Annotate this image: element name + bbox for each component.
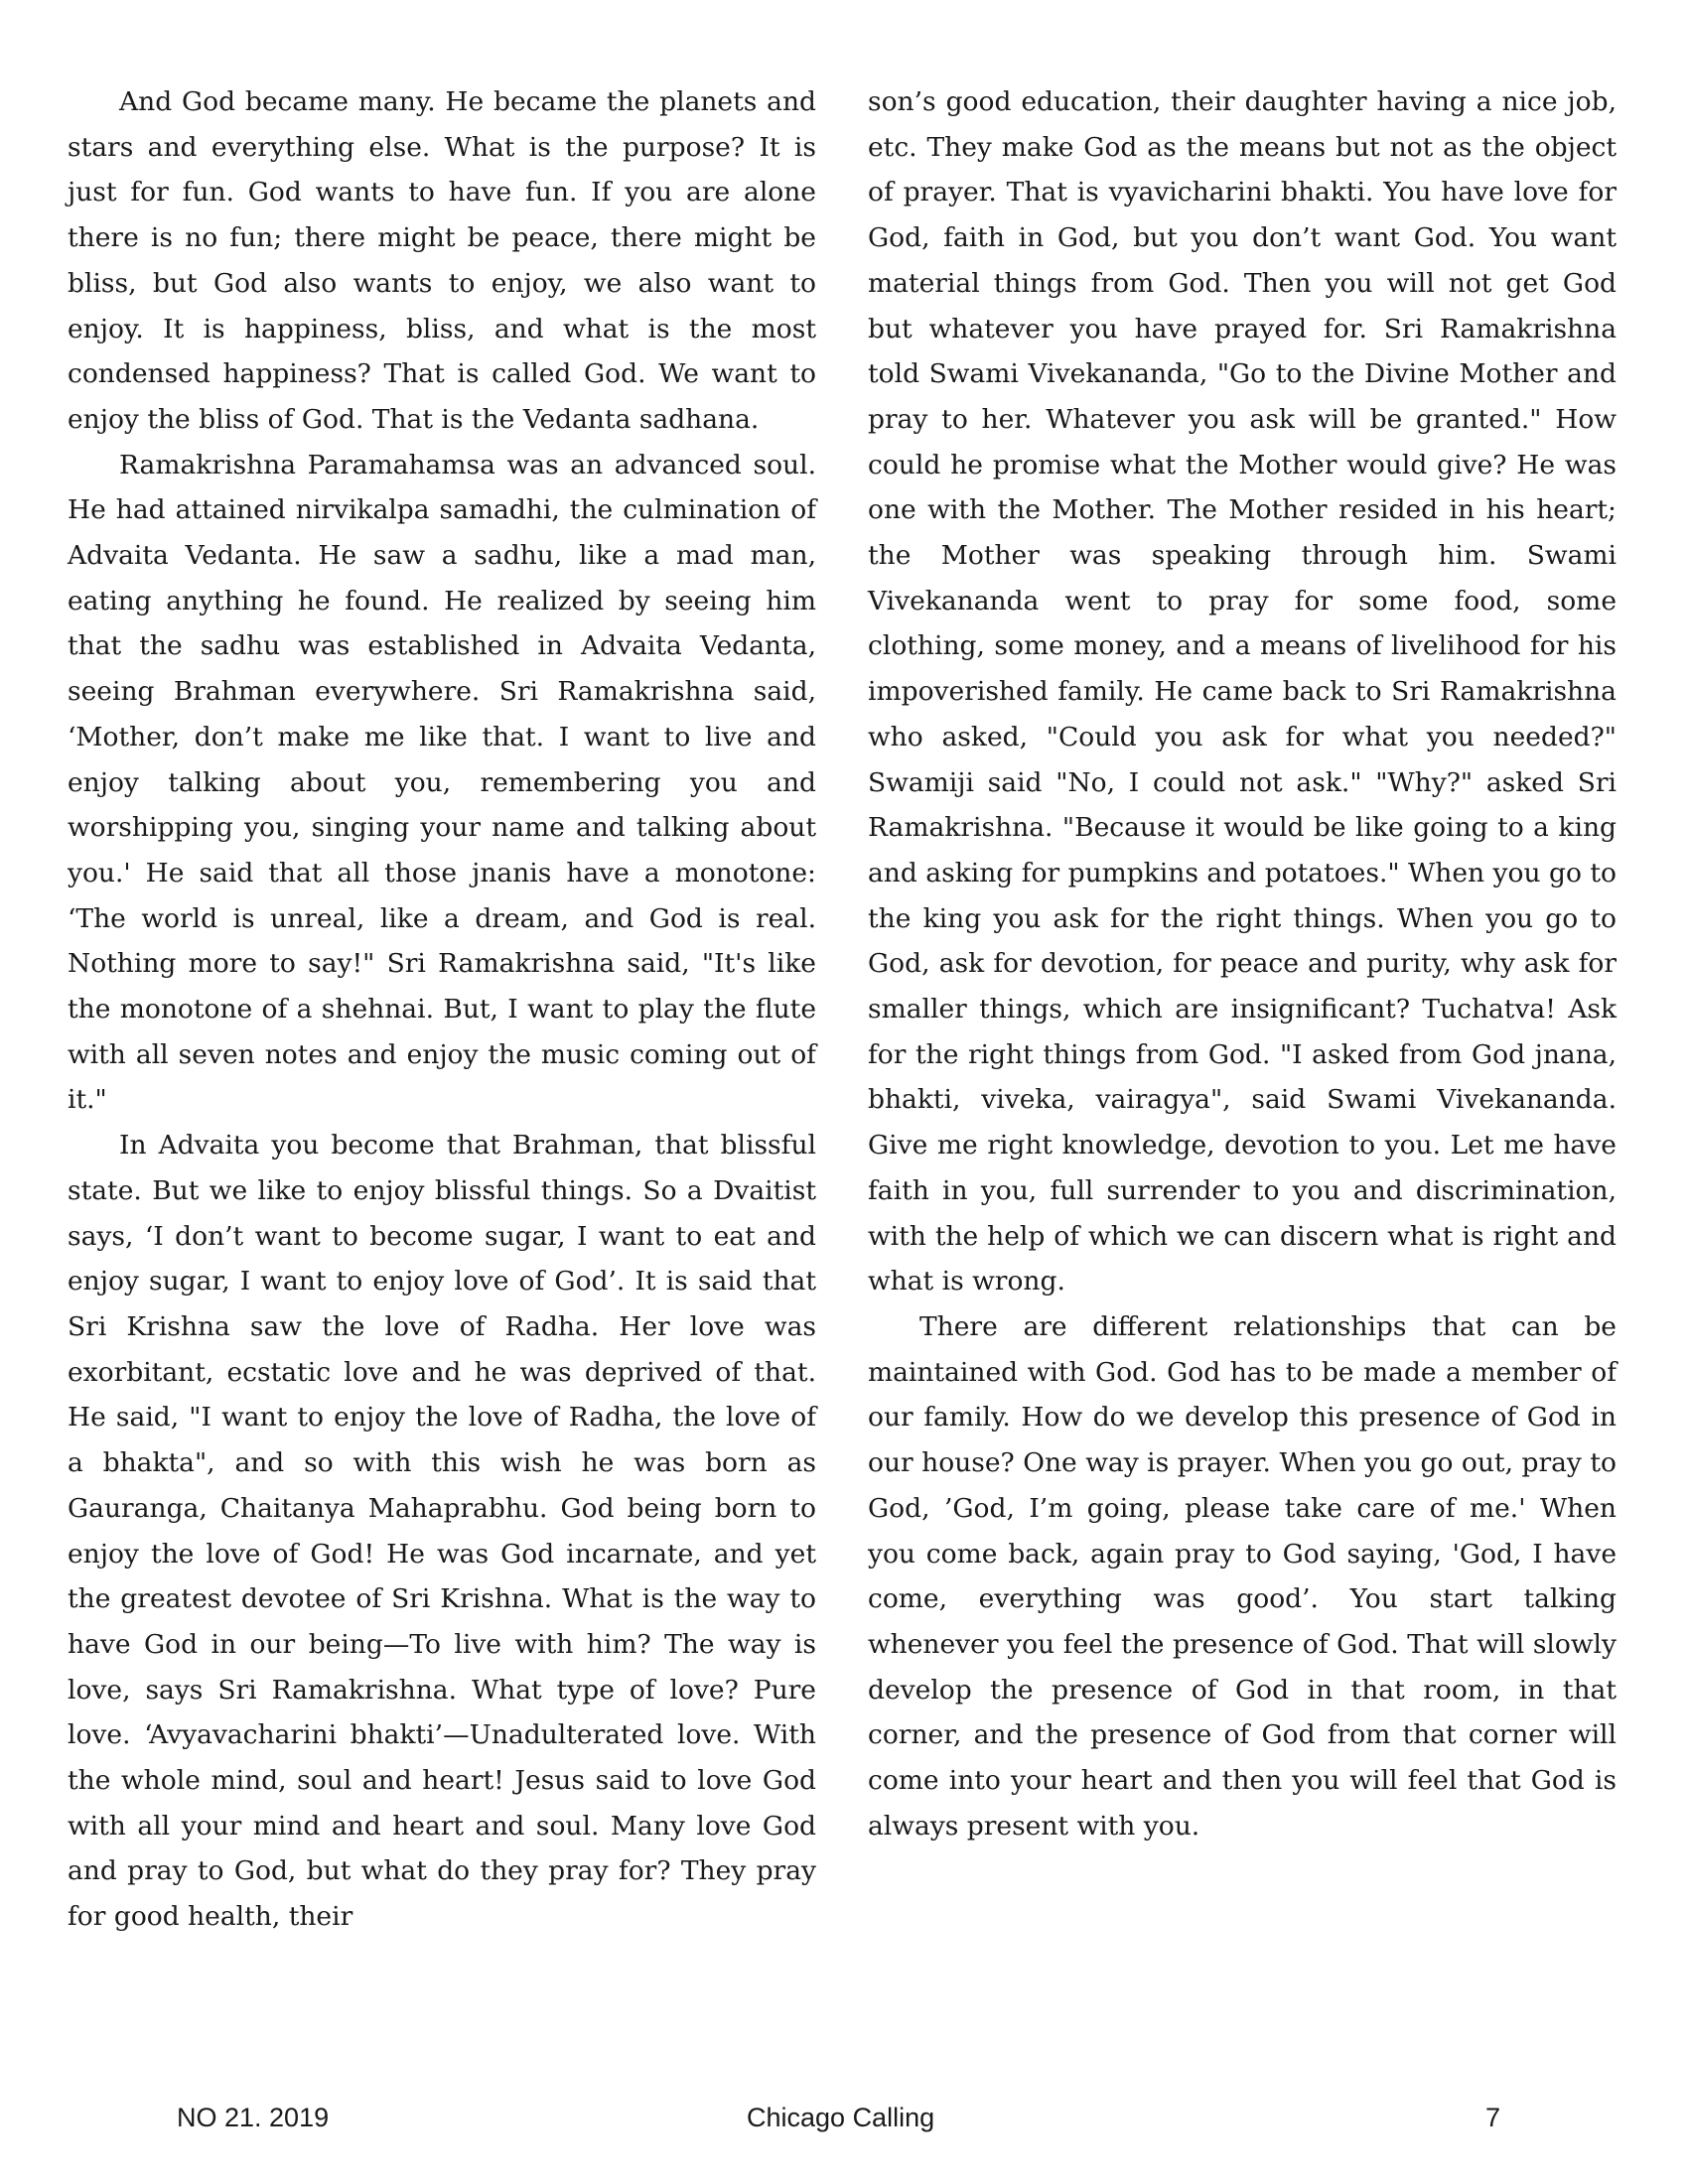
- page-footer: [0, 2103, 1688, 2142]
- page-number: 7: [1485, 2103, 1501, 2132]
- publication-title: Chicago Calling: [747, 2103, 935, 2132]
- issue-number: NO 21. 2019: [177, 2103, 330, 2132]
- left-column: [68, 79, 816, 1940]
- right-column: [868, 79, 1617, 1848]
- paragraph: In Advaita you become that Brahman, that blissful state. But we like to enjoy blissful things. So a Dvaitist says, ‘I don’t want to become sugar, I want to eat and enjoy sugar, I want to enjoy love of God’. It is said that Sri Krishna saw the love of Radha. Her love was exorbitant, ecstatic love and he was deprived of that. He said, "I want to enjoy the love of Radha, the love of a bhakta", and so with this wish he was born as Gauranga, Chaitanya Mahaprabhu. God being born to enjoy the love of God! He was God incarnate, and yet the greatest devotee of Sri Krishna. What is the way to have God in our being—To live with him? The way is love, says Sri Ramakrishna. What type of love? Pure love. ‘Avyavacharini bhakti’—Unadulterated love. With the whole mind, soul and heart! Jesus said to love God with all your mind and heart and soul. Many love God and pray to God, but what do they pray for? They pray for good health, their: [68, 1130, 816, 1933]
- paragraph-continued: son’s good education, their daughter having a nice job, etc. They make God as the means but not as the object of prayer. That is vyavicharini bhakti. You have love for God, faith in God, but you don’t want God. You want material things from God. Then you will not get God but whatever you have prayed for. Sri Ramakrishna told Swami Vivekananda, "Go to the Divine Mother and pray to her. Whatever you ask will be granted." How could he promise what the Mother would give? He was one with the Mother. The Mother resided in his heart; the Mother was speaking through him. Swami Vivekananda went to pray for some food, some clothing, some money, and a means of livelihood for his impoverished family. He came back to Sri Ramakrishna who asked, "Could you ask for what you needed?" Swamiji said "No, I could not ask." "Why?" asked Sri Ramakrishna. "Because it would be like going to a king and asking for pumpkins and potatoes." When you go to the king you ask for the right things. When you go to God, ask for devotion, for peace and purity, why ask for smaller things, which are insignificant? Tuchatva! Ask for the right things from God. "I asked from God jnana, bhakti, viveka, vairagya", said Swami Vivekananda. Give me right knowledge, devotion to you. Let me have faith in you, full surrender to you and discrimination, with the help of which we can discern what is right and what is wrong.: [868, 86, 1617, 1297]
- paragraph: And God became many. He became the planets and stars and everything else. What is the purpose? It is just for fun. God wants to have fun. If you are alone there is no fun; there might be peace, there might be bliss, but God also wants to enjoy, we also want to enjoy. It is happiness, bliss, and what is the most condensed happiness? That is called God. We want to enjoy the bliss of God. That is the Vedanta sadhana.: [68, 86, 816, 435]
- paragraph: There are different relationships that can be maintained with God. God has to be made a member of our family. How do we develop this presence of God in our house? One way is prayer. When you go out, pray to God, ’God, I’m going, please take care of me.' When you come back, again pray to God saying, 'God, I have come, everything was good’. You start talking whenever you feel the presence of God. That will slowly develop the presence of God in that room, in that corner, and the presence of God from that corner will come into your heart and then you will feel that God is always present with you.: [868, 1310, 1617, 1842]
- paragraph: Ramakrishna Paramahamsa was an advanced soul. He had attained nirvikalpa samadhi, the culmination of Advaita Vedanta. He saw a sadhu, like a mad man, eating anything he found. He realized by seeing him that the sadhu was established in Advaita Vedanta, seeing Brahman everywhere. Sri Ramakrishna said, ‘Mother, don’t make me like that. I want to live and enjoy talking about you, remembering you and worshipping you, singing your name and talking about you.' He said that all those jnanis have a monotone: ‘The world is unreal, like a dream, and God is real. Nothing more to say!" Sri Ramakrishna said, "It's like the monotone of a shehnai. But, I want to play the flute with all seven notes and enjoy the music coming out of it.": [68, 449, 816, 1116]
